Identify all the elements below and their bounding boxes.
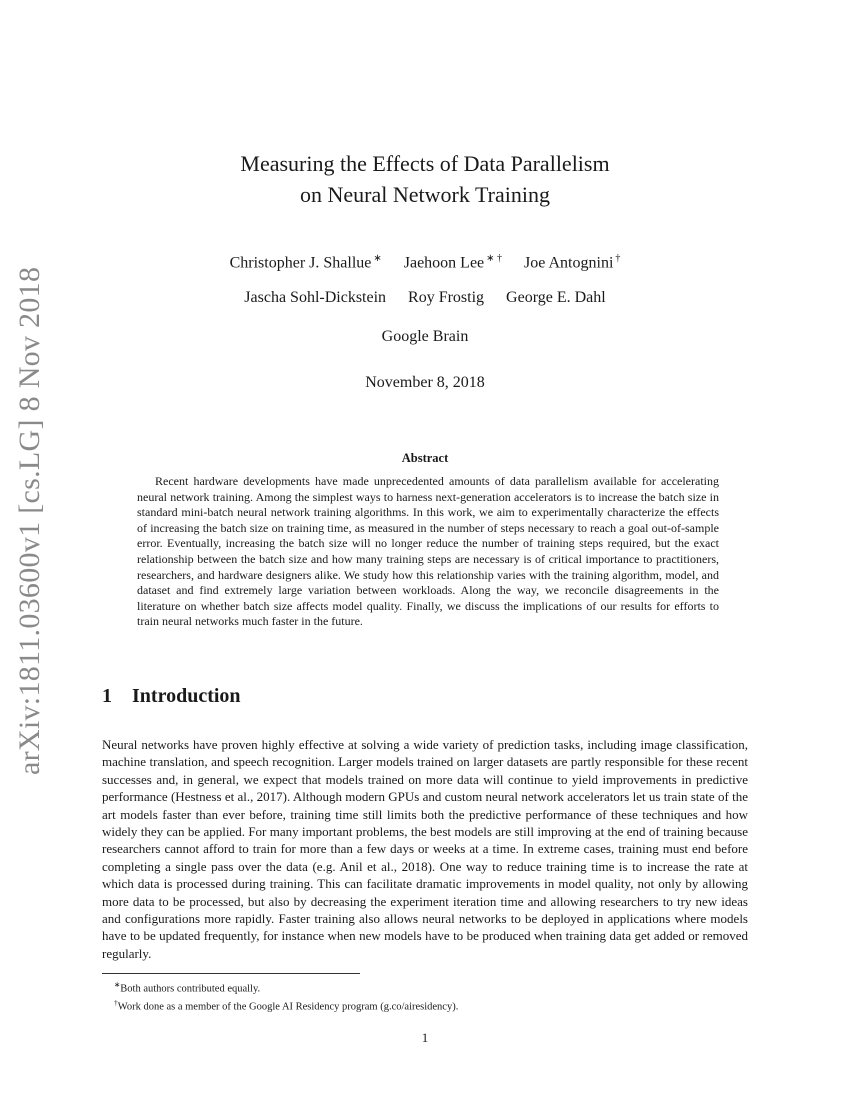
footnote [114, 996, 744, 1014]
author-name: Jascha Sohl-Dickstein [244, 289, 387, 306]
publication-date: November 8, 2018 [365, 374, 485, 391]
title-line-1: Measuring the Effects of Data Parallelism [240, 151, 610, 176]
author-name: Joe Antognini [524, 254, 614, 272]
introduction-text: Neural networks have proven highly effective at solving a wide variety of prediction tasks, including image classification, machine translation, and speech recognition. Larger models trained on larger datasets are partly responsible for these recent successes and, in general, we expect that models trained on more data will continue to yield improvements in predictive performance (Hestness et al., 2017). Although modern GPUs and custom neural network accelerators let us train state of the art models faster than ever before, training time still limits both the predictive performance of these techniques and how widely they can be applied. For many important problems, the best models are still improving at the end of training because researchers cannot afford to train for more than a few days or weeks at a time. In extreme cases, training must end before completing a single pass over the data (e.g. Anil et al., 2018). One way to reduce training time is to increase the rate at which data is processed during training. This can facilitate dramatic improvements in model quality, not only by allowing more data to be processed, but also by decreasing the experiment iteration time and allowing researchers to try new ideas and configurations more rapidly. Faster training also allows neural networks to be deployed in applications where models have to be updated frequently, for instance when new models have to be produced when training data get added or removed regularly. [102, 737, 748, 961]
section-heading [102, 684, 702, 708]
footnote-divider [102, 973, 360, 974]
affiliation: Google Brain [381, 328, 469, 345]
footnote-text: Both authors contributed equally. [120, 983, 261, 995]
abstract-heading: Abstract [401, 451, 449, 465]
author-name: George E. Dahl [506, 289, 606, 306]
author-name: Jaehoon Lee [403, 254, 485, 272]
author-mark: ∗ † [486, 253, 503, 264]
authors-row-1 [0, 249, 850, 273]
paper-title [0, 148, 850, 210]
author-mark: † [615, 253, 621, 264]
section-number: 1 [102, 685, 112, 707]
page-number: 1 [421, 1030, 429, 1045]
author-name: Christopher J. Shallue [229, 254, 372, 272]
author [524, 249, 620, 273]
footnote-text: Work done as a member of the Google AI Residency program (g.co/airesidency). [117, 1001, 459, 1013]
footnote [114, 978, 744, 996]
footnote-mark: † [114, 998, 118, 1007]
author [230, 249, 382, 273]
footnotes [114, 978, 744, 1014]
footnote-mark: ∗ [114, 980, 121, 989]
arxiv-identifier: arXiv:1811.03600v1 [cs.LG] 8 Nov 2018 [13, 266, 46, 775]
abstract-text: Recent hardware developments have made unprecedented amounts of data parallelism available for accelerating neural network training. Among the simplest ways to harness next-generation accelerators is to increase the batch size in standard mini-batch neural network training algorithms. In this work, we aim to experimentally characterize the effects of increasing the batch size on training time, as measured in the number of steps necessary to reach a goal out-of-sample error. Eventually, increasing the batch size will no longer reduce the number of training steps required, but the exact relationship between the batch size and how many training steps are necessary is of critical importance to practitioners, researchers, and hardware designers alike. We study how this relationship varies with the training algorithm, model, and dataset and find extremely large variation between workloads. Along the way, we reconcile disagreements in the literature on whether batch size affects model quality. Finally, we discuss the implications of our results for efforts to train neural networks much faster in the future. [137, 474, 719, 629]
author [404, 249, 502, 273]
section-title: Introduction [132, 685, 241, 707]
author-mark: ∗ [373, 253, 382, 264]
authors-row-2 [0, 288, 850, 308]
author-name: Roy Frostig [408, 289, 485, 306]
title-line-2: on Neural Network Training [300, 182, 550, 207]
